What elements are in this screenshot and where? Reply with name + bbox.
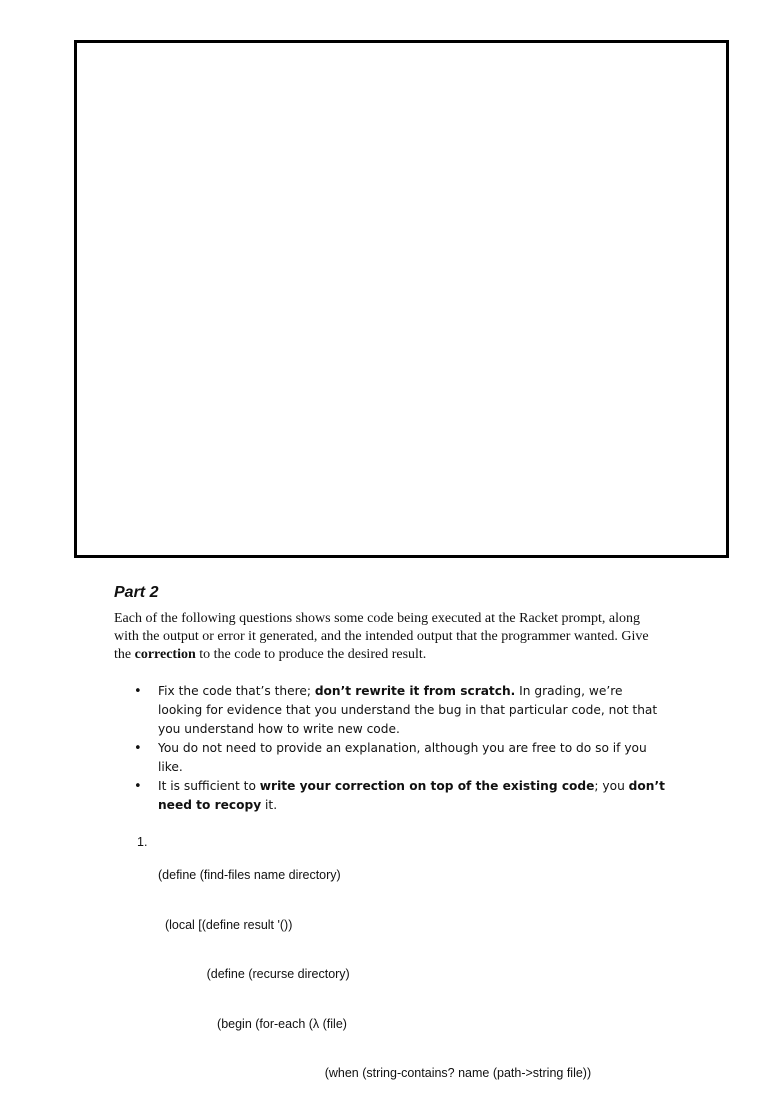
list-item-text: You do not need to provide an explanation, although you are free to do so if you like.: [158, 741, 647, 774]
list-item-text: it.: [261, 798, 278, 812]
answer-box[interactable]: [74, 40, 729, 558]
intro-paragraph: [114, 610, 654, 664]
code-line: (define (find-files name directory): [158, 868, 341, 882]
bullet-icon: •: [134, 684, 142, 699]
question-number: 1.: [137, 835, 148, 849]
code-block: [158, 834, 591, 1115]
list-item-text: Fix the code that’s there;: [158, 684, 315, 698]
intro-text-end: to the code to produce the desired result.: [195, 647, 427, 662]
list-item: [130, 777, 670, 815]
list-item-text: It is sufficient to: [158, 779, 260, 793]
code-line: (define (recurse directory): [158, 967, 350, 981]
instruction-list: [130, 682, 670, 815]
code-line: (when (string-contains? name (path->string file)): [158, 1066, 592, 1080]
list-item-bold: don’t rewrite it from scratch.: [314, 684, 516, 698]
list-item-text: In grading, we’re looking for evidence that you understand the bug in that particular code, not that you understand how to write new code.: [158, 684, 658, 736]
code-line: (local [(define result '()): [158, 917, 293, 932]
bullet-icon: •: [134, 741, 142, 756]
list-item: [130, 739, 670, 777]
bullet-icon: •: [134, 779, 142, 794]
list-item-text: ; you: [594, 779, 629, 793]
list-item-bold: don’t need to recopy: [158, 779, 665, 812]
list-item-bold: write your correction on top of the existing code: [259, 779, 595, 793]
intro-text: Each of the following questions shows some code being executed at the Racket prompt, along with the output or error it generated, and the intended output that the programmer wanted. Give the: [114, 611, 649, 662]
intro-bold: correction: [134, 647, 196, 662]
code-line: (begin (for-each (λ (file): [158, 1016, 347, 1031]
list-item: [130, 682, 670, 739]
part-heading: Part 2: [114, 584, 159, 601]
